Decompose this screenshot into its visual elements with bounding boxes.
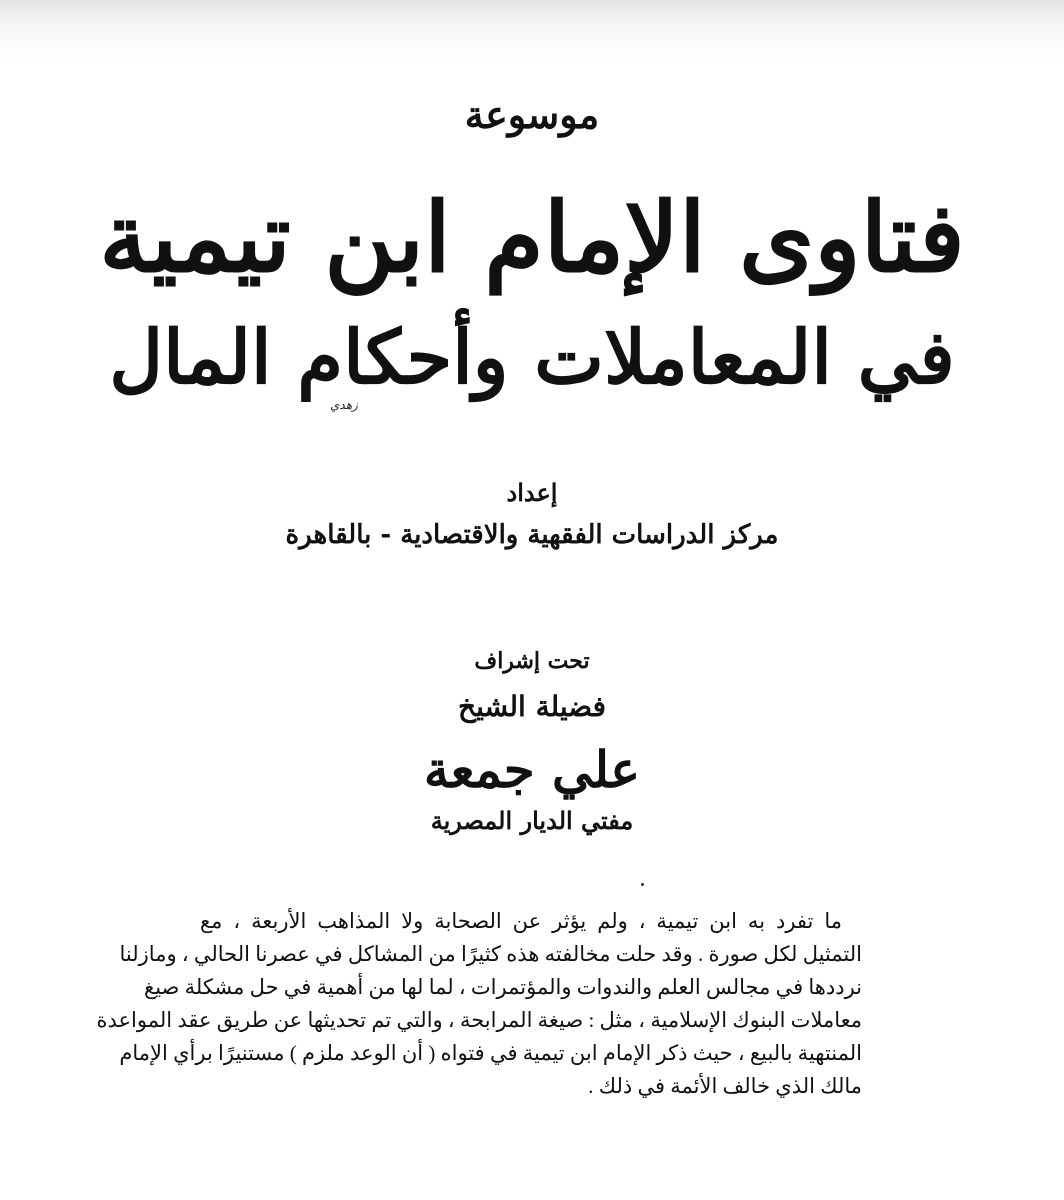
- excerpt-line: مالك الذي خالف الأئمة في ذلك .: [588, 1074, 862, 1098]
- prepared-by-label: إعداد: [506, 478, 558, 507]
- excerpt-line: نرددها في مجالس العلم والندوات والمؤتمرات ، لما لها من أهمية في حل مشكلة صيغ: [144, 975, 862, 999]
- book-title-sub: في المعاملات وأحكام المال: [109, 315, 955, 401]
- series-label: موسوعة: [464, 92, 600, 137]
- excerpt-line: معاملات البنوك الإسلامية ، مثل : صيغة المرابحة ، والتي تم تحديثها عن طريق عقد المواعدة: [96, 1008, 862, 1032]
- excerpt-paragraph: [96, 905, 862, 1103]
- scan-shadow: [0, 0, 1064, 60]
- supervision-label: تحت إشراف: [474, 648, 590, 674]
- book-title-main: فتاوى الإمام ابن تيمية: [99, 181, 965, 294]
- calligrapher-signature: زهدي: [330, 398, 358, 412]
- excerpt-line: ما تفرد به ابن تيمية ، ولم يؤثر عن الصحابة ولا المذاهب الأربعة ، مع: [200, 909, 842, 933]
- honorific-title: فضيلة الشيخ: [458, 690, 606, 723]
- excerpt-line: المنتهية بالبيع ، حيث ذكر الإمام ابن تيمية في فتواه ( أن الوعد ملزم ) مستنيرًا برأي الإمام: [119, 1041, 862, 1065]
- supervisor-role: مفتي الديار المصرية: [430, 806, 634, 835]
- excerpt-line: التمثيل لكل صورة . وقد حلت مخالفته هذه كثيرًا من المشاكل في عصرنا الحالي ، ومازلنا: [119, 942, 862, 966]
- preparing-organization: مركز الدراسات الفقهية والاقتصادية - بالقاهرة: [285, 520, 779, 550]
- supervisor-name: علي جمعة: [423, 740, 641, 799]
- scan-speck: [641, 883, 644, 886]
